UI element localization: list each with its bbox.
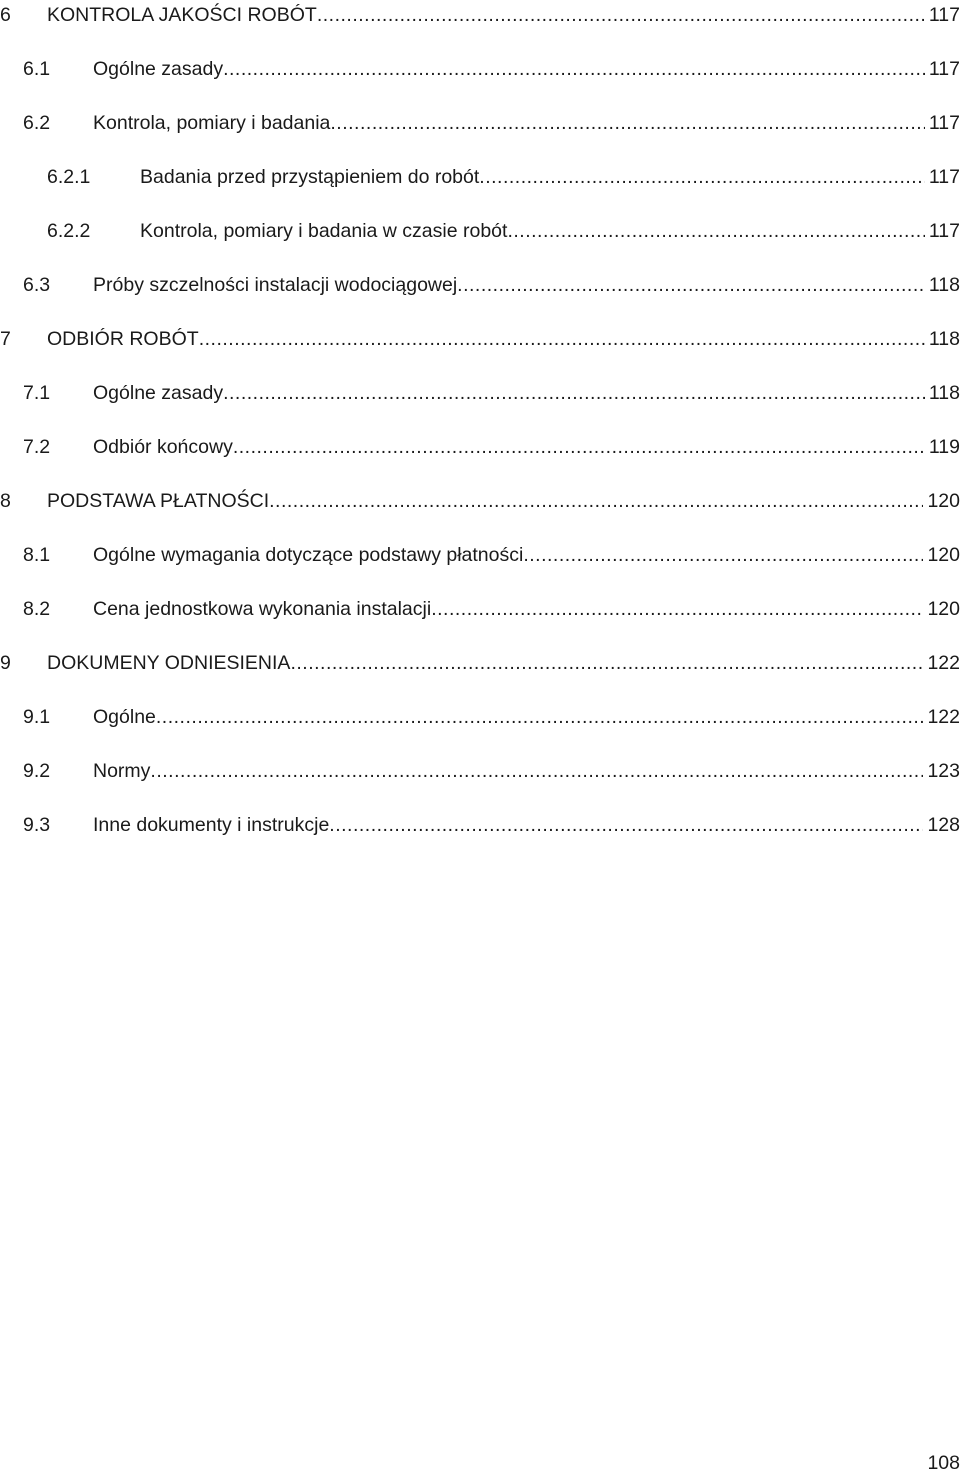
toc-entry-page: 118 xyxy=(928,274,960,296)
toc-entry-page: 117 xyxy=(928,220,960,242)
toc-entry-number: 6.2 xyxy=(23,112,51,134)
toc-entry-page: 117 xyxy=(928,4,960,26)
toc-entry-number: 6 xyxy=(0,4,11,26)
toc-entry-title: Odbiór końcowy xyxy=(93,436,233,458)
dot-leader xyxy=(233,432,925,462)
toc-entry[interactable] xyxy=(0,540,960,570)
toc-entry[interactable] xyxy=(0,54,960,84)
toc-entry-page: 120 xyxy=(927,544,960,566)
toc-entry-page: 118 xyxy=(928,328,960,350)
toc-entry[interactable] xyxy=(0,0,960,30)
toc-entry-title: Próby szczelności instalacji wodociągowej xyxy=(93,274,458,296)
toc-entry-number: 8.1 xyxy=(23,544,51,566)
toc-entry-number: 6.1 xyxy=(23,58,51,80)
dot-leader xyxy=(156,702,924,732)
toc-entry-number: 9 xyxy=(0,652,11,674)
dot-leader xyxy=(523,540,923,570)
toc-entry-page: 119 xyxy=(928,436,960,458)
toc-entry-page: 123 xyxy=(927,760,960,782)
toc-entry[interactable] xyxy=(0,108,960,138)
toc-entry-page: 117 xyxy=(928,58,960,80)
toc-entry-number: 6.2.2 xyxy=(47,220,91,242)
toc-entry-number: 7.2 xyxy=(23,436,51,458)
toc-entry[interactable] xyxy=(0,432,960,462)
toc-entry[interactable] xyxy=(0,648,960,678)
toc-entry-page: 117 xyxy=(928,166,960,188)
dot-leader xyxy=(223,378,925,408)
toc-entry-title: KONTROLA JAKOŚCI ROBÓT xyxy=(47,4,317,26)
toc-entry-title: PODSTAWA PŁATNOŚCI xyxy=(47,490,270,512)
toc-entry-number: 9.1 xyxy=(23,706,51,728)
toc-entry-page: 122 xyxy=(927,652,960,674)
dot-leader xyxy=(479,162,925,192)
toc-entry-number: 9.2 xyxy=(23,760,51,782)
toc-entry[interactable] xyxy=(0,378,960,408)
toc-entry-number: 8 xyxy=(0,490,11,512)
toc-entry-number: 7 xyxy=(0,328,11,350)
dot-leader xyxy=(150,756,923,786)
toc-entry[interactable] xyxy=(0,486,960,516)
toc-entry[interactable] xyxy=(0,162,960,192)
toc-entry-title: Badania przed przystąpieniem do robót xyxy=(140,166,480,188)
toc-entry-page: 120 xyxy=(927,490,960,512)
toc-entry[interactable] xyxy=(0,756,960,786)
toc-entry-number: 9.3 xyxy=(23,814,51,836)
toc-entry-title: Ogólne zasady xyxy=(93,382,224,404)
dot-leader xyxy=(330,108,925,138)
toc-entry[interactable] xyxy=(0,810,960,840)
toc-entry-page: 122 xyxy=(927,706,960,728)
toc-entry-number: 6.2.1 xyxy=(47,166,91,188)
toc-entry-title: Kontrola, pomiary i badania w czasie robót xyxy=(140,220,508,242)
toc-entry[interactable] xyxy=(0,702,960,732)
toc-entry[interactable] xyxy=(0,216,960,246)
toc-entry[interactable] xyxy=(0,324,960,354)
page-number: 108 xyxy=(927,1452,960,1474)
toc-entry-title: Ogólne wymagania dotyczące podstawy płatności xyxy=(93,544,524,566)
dot-leader xyxy=(317,0,925,30)
toc-entry-number: 6.3 xyxy=(23,274,51,296)
toc-entry-number: 8.2 xyxy=(23,598,51,620)
toc-entry-number: 7.1 xyxy=(23,382,51,404)
toc-entry-page: 118 xyxy=(928,382,960,404)
dot-leader xyxy=(457,270,925,300)
dot-leader xyxy=(431,594,923,624)
toc-entry-title: Normy xyxy=(93,760,151,782)
dot-leader xyxy=(507,216,924,246)
toc-entry-page: 120 xyxy=(927,598,960,620)
toc-entry-title: ODBIÓR ROBÓT xyxy=(47,328,199,350)
toc-entry-page: 117 xyxy=(928,112,960,134)
toc-entry-title: Inne dokumenty i instrukcje xyxy=(93,814,330,836)
dot-leader xyxy=(199,324,925,354)
toc-entry[interactable] xyxy=(0,270,960,300)
dot-leader xyxy=(329,810,923,840)
toc-entry-title: Ogólne zasady xyxy=(93,58,224,80)
dot-leader xyxy=(223,54,925,84)
dot-leader xyxy=(290,648,923,678)
toc-entry-title: Kontrola, pomiary i badania xyxy=(93,112,331,134)
dot-leader xyxy=(269,486,923,516)
toc-entry-title: DOKUMENY ODNIESIENIA xyxy=(47,652,291,674)
toc-entry[interactable] xyxy=(0,594,960,624)
toc-entry-title: Cena jednostkowa wykonania instalacji xyxy=(93,598,432,620)
toc-entry-page: 128 xyxy=(927,814,960,836)
toc-entry-title: Ogólne xyxy=(93,706,156,728)
